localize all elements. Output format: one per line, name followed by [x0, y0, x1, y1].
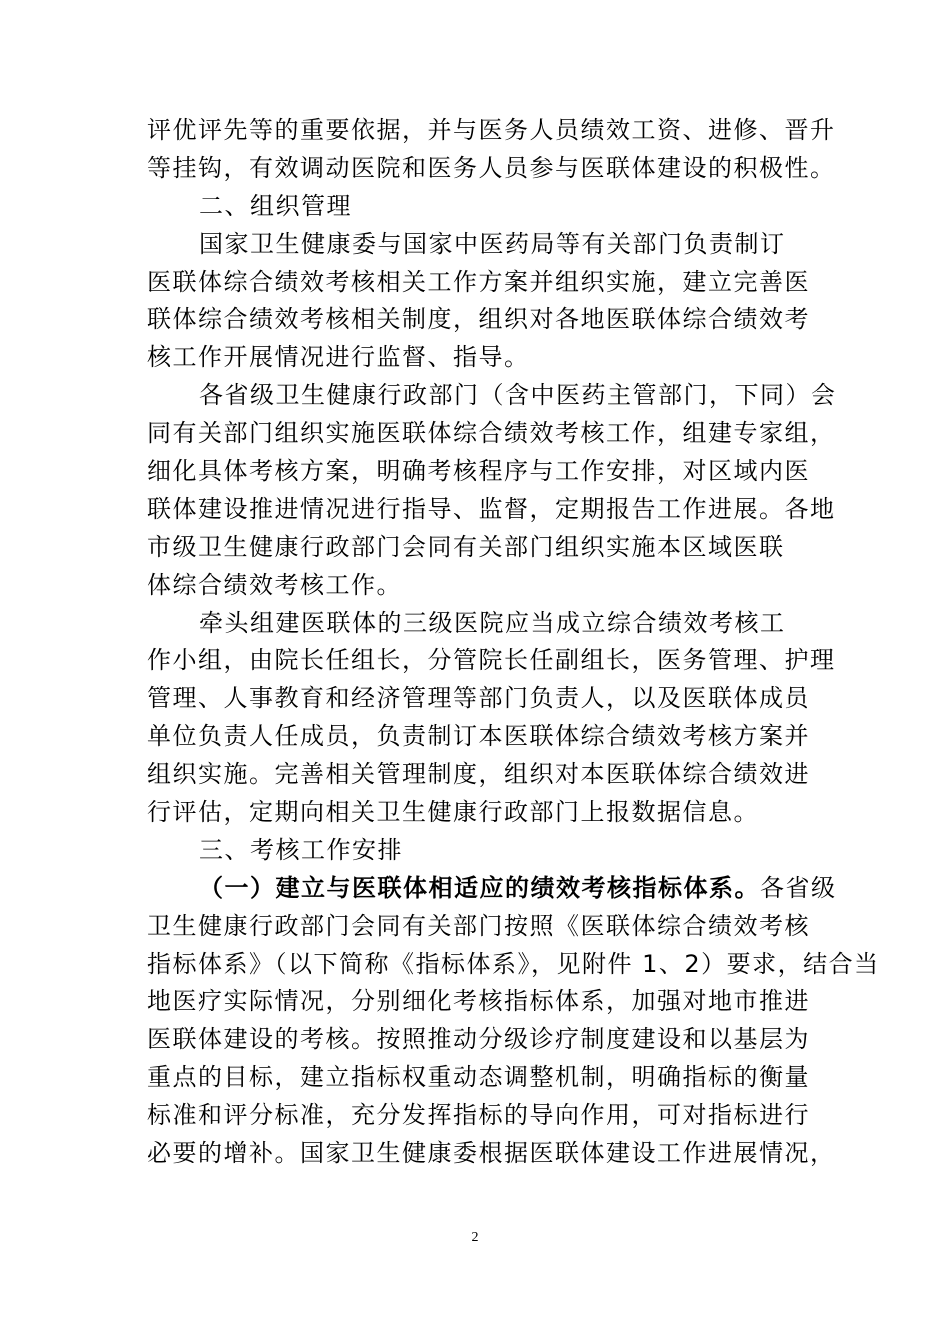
body-line: 指标体系》（以下简称《指标体系》，见附件 1、2）要求，结合当 [147, 949, 880, 978]
body-line: 地医疗实际情况，分别细化考核指标体系，加强对地市推进 [147, 987, 810, 1016]
body-line: 各省级卫生健康行政部门（含中医药主管部门，下同）会 [199, 381, 837, 410]
page-number: 2 [471, 1230, 479, 1245]
body-line: 市级卫生健康行政部门会同有关部门组织实施本区域医联 [147, 532, 785, 561]
body-line: 组织实施。完善相关管理制度，组织对本医联体综合绩效进 [147, 760, 810, 789]
body-line: 医联体建设的考核。按照推动分级诊疗制度建设和以基层为 [147, 1025, 810, 1054]
body-line: 作小组，由院长任组长，分管院长任副组长，医务管理、护理 [147, 646, 836, 675]
body-line: 必要的增补。国家卫生健康委根据医联体建设工作进展情况， [147, 1139, 836, 1168]
body-line: 联体建设推进情况进行指导、监督，定期报告工作进展。各地 [147, 494, 836, 523]
body-line: 卫生健康行政部门会同有关部门按照《医联体综合绩效考核 [147, 911, 810, 940]
body-line: 单位负责人任成员，负责制订本医联体综合绩效考核方案并 [147, 722, 810, 751]
body-line: 等挂钩，有效调动医院和医务人员参与医联体建设的积极性。 [147, 153, 836, 182]
subsection-heading-bold: （一）建立与医联体相适应的绩效考核指标体系。 [199, 873, 760, 902]
body-line: 医联体综合绩效考核相关工作方案并组织实施，建立完善医 [147, 267, 810, 296]
body-line-continuation: 各省级 [760, 873, 837, 902]
body-line: 标准和评分标准，充分发挥指标的导向作用，可对指标进行 [147, 1101, 810, 1130]
body-line: 国家卫生健康委与国家中医药局等有关部门负责制订 [199, 229, 786, 258]
body-line: 细化具体考核方案，明确考核程序与工作安排，对区域内医 [147, 457, 810, 486]
body-line: 体综合绩效考核工作。 [147, 570, 402, 599]
section-heading-organization: 二、组织管理 [199, 191, 352, 220]
body-line: 牵头组建医联体的三级医院应当成立综合绩效考核工 [199, 608, 786, 637]
section-heading-assessment-arrangement: 三、考核工作安排 [199, 835, 403, 864]
document-body [147, 112, 880, 1173]
body-line: 核工作开展情况进行监督、指导。 [147, 343, 530, 372]
body-line: 管理、人事教育和经济管理等部门负责人，以及医联体成员 [147, 684, 810, 713]
body-line: 行评估，定期向相关卫生健康行政部门上报数据信息。 [147, 798, 759, 827]
body-line: 评优评先等的重要依据，并与医务人员绩效工资、进修、晋升 [147, 116, 836, 144]
body-line: 联体综合绩效考核相关制度，组织对各地医联体综合绩效考 [147, 305, 810, 334]
body-line: 同有关部门组织实施医联体综合绩效考核工作，组建专家组， [147, 419, 836, 448]
body-line-with-bold-lead [147, 870, 837, 908]
body-line: 重点的目标，建立指标权重动态调整机制，明确指标的衡量 [147, 1063, 810, 1092]
